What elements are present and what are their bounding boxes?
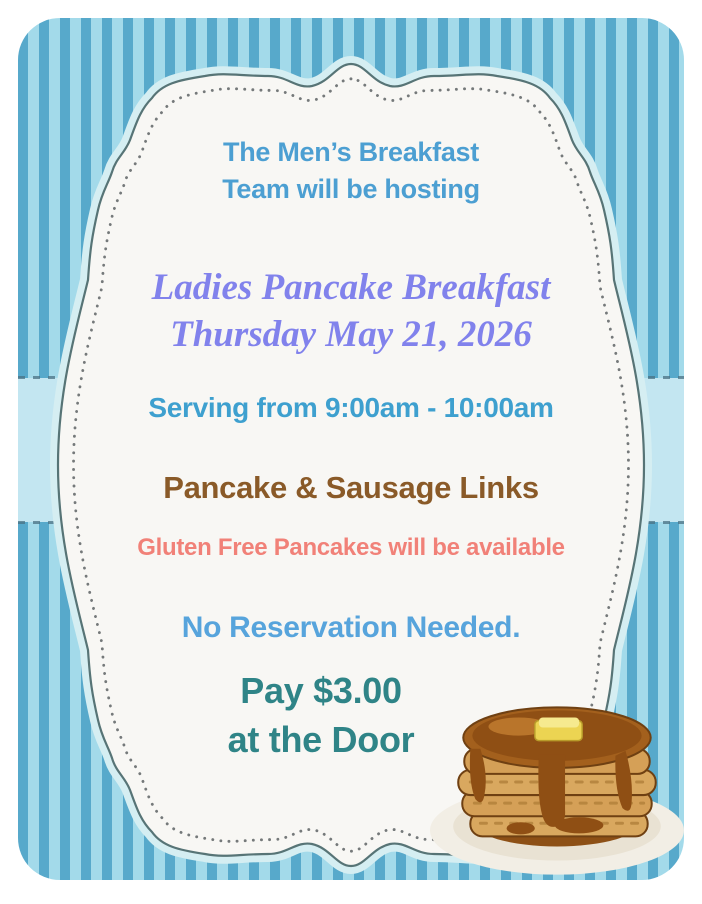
gluten-free-note: Gluten Free Pancakes will be available [137, 534, 565, 561]
event-date: Thursday May 21, 2026 [170, 314, 532, 355]
event-heading [88, 264, 614, 358]
host-line-2: Team will be hosting [222, 174, 480, 204]
menu-item: Pancake & Sausage Links [163, 470, 539, 505]
host-line-1: The Men’s Breakfast [223, 137, 479, 167]
event-title: Ladies Pancake Breakfast [151, 267, 551, 308]
host-line [88, 134, 614, 208]
price-line-1: Pay $3.00 [240, 670, 402, 711]
serving-time: Serving from 9:00am - 10:00am [148, 392, 554, 423]
reservation-note: No Reservation Needed. [181, 611, 521, 644]
butter-pat [535, 717, 582, 740]
price-line-2: at the Door [227, 719, 415, 760]
pancakes-illustration [428, 696, 684, 878]
flyer-card [18, 18, 684, 880]
